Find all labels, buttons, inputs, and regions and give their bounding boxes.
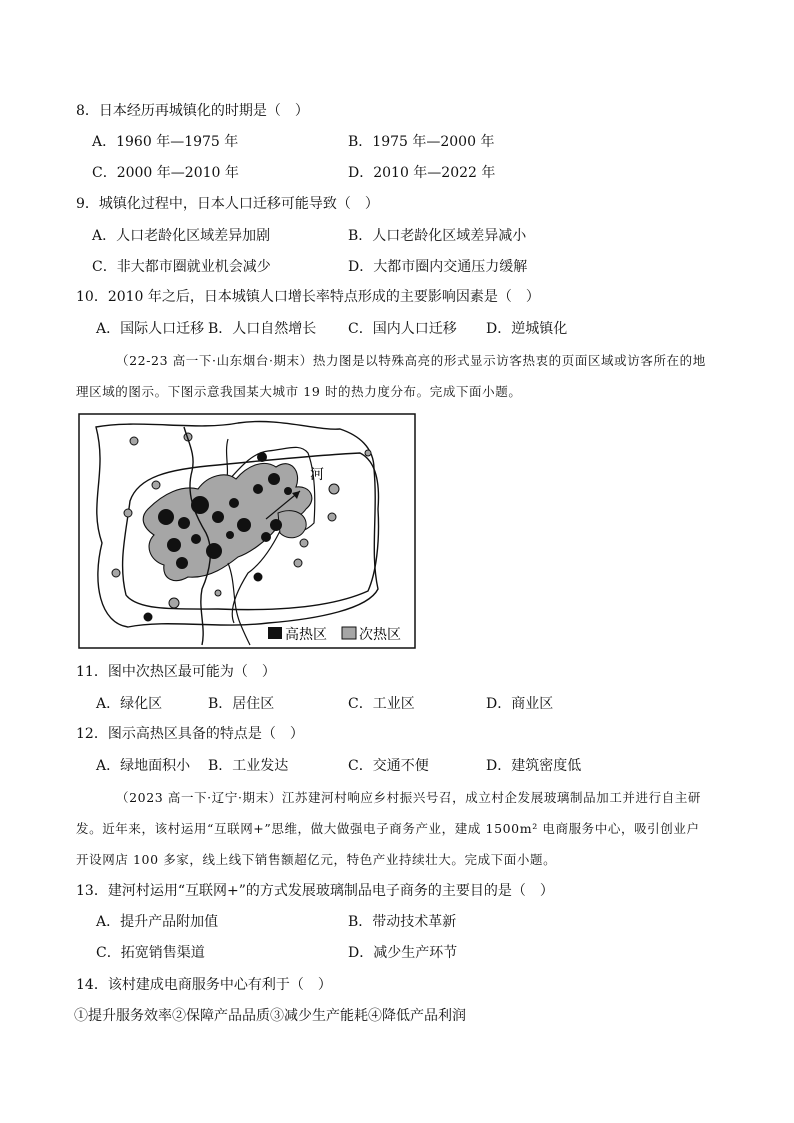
q14-items: ①提升服务效率②保障产品品质③减少生产能耗④降低产品利润 xyxy=(74,1008,466,1024)
question-8-stem: 8．日本经历再城镇化的时期是（ ） xyxy=(76,103,309,119)
q13-option-c: C．拓宽销售渠道 xyxy=(96,945,205,961)
passage-2-line-1: （2023 高一下·辽宁·期末）江苏建河村响应乡村振兴号召，成立村企发展玻璃制品加工并进行自主研 xyxy=(116,790,702,805)
passage-1-line-1: （22-23 高一下·山东烟台·期末）热力图是以特殊高亮的形式显示访客热衷的页面区域或访客所在的地 xyxy=(116,353,706,368)
q11-option-c: C．工业区 xyxy=(348,696,415,712)
heat-map-figure xyxy=(78,413,416,649)
legend-sub-swatch xyxy=(342,627,356,639)
q12-option-c: C．交通不便 xyxy=(348,758,429,774)
legend-sub-label: 次热区 xyxy=(359,627,401,643)
question-10-stem: 10．2010 年之后，日本城镇人口增长率特点形成的主要影响因素是（ ） xyxy=(76,289,540,305)
passage-1-line-2: 理区域的图示。下图示意我国某大城市 19 时的热力度分布。完成下面小题。 xyxy=(76,384,522,399)
q11-option-d: D．商业区 xyxy=(486,696,554,712)
q13-option-a: A．提升产品附加值 xyxy=(96,914,219,930)
passage-2-line-3: 开设网店 100 多家，线上线下销售额超亿元，特色产业持续壮大。完成下面小题。 xyxy=(76,852,557,867)
q10-option-c: C．国内人口迁移 xyxy=(348,321,457,337)
q13-option-b: B．带动技术革新 xyxy=(348,914,457,930)
q12-option-b: B．工业发达 xyxy=(208,758,289,774)
question-11-stem: 11．图中次热区最可能为（ ） xyxy=(76,664,276,680)
q8-option-a: A．1960 年—1975 年 xyxy=(92,134,239,150)
q9-option-c: C．非大都市圈就业机会减少 xyxy=(92,259,271,275)
q12-option-a: A．绿地面积小 xyxy=(96,758,191,774)
q11-option-a: A．绿化区 xyxy=(96,696,163,712)
q8-option-c: C．2000 年—2010 年 xyxy=(92,165,239,181)
q12-option-d: D．建筑密度低 xyxy=(486,758,582,774)
q13-option-d: D．减少生产环节 xyxy=(348,945,458,961)
question-14-stem: 14．该村建成电商服务中心有利于（ ） xyxy=(76,977,332,993)
river-label: 河 xyxy=(310,467,324,483)
question-12-stem: 12．图示高热区具备的特点是（ ） xyxy=(76,726,304,742)
q8-option-d: D．2010 年—2022 年 xyxy=(348,165,496,181)
question-13-stem: 13．建河村运用“互联网+”的方式发展玻璃制品电子商务的主要目的是（ ） xyxy=(76,883,554,899)
q8-option-b: B．1975 年—2000 年 xyxy=(348,134,495,150)
q10-option-b: B．人口自然增长 xyxy=(208,321,317,337)
q10-option-a: A．国际人口迁移 xyxy=(96,321,205,337)
q9-option-a: A．人口老龄化区域差异加剧 xyxy=(92,228,271,244)
legend-high-swatch xyxy=(268,627,282,639)
legend-high-label: 高热区 xyxy=(285,627,327,643)
q9-option-b: B．人口老龄化区域差异减小 xyxy=(348,228,527,244)
q11-option-b: B．居住区 xyxy=(208,696,275,712)
question-9-stem: 9．城镇化过程中，日本人口迁移可能导致（ ） xyxy=(76,196,379,212)
q10-option-d: D．逆城镇化 xyxy=(486,321,568,337)
q9-option-d: D．大都市圈内交通压力缓解 xyxy=(348,259,528,275)
passage-2-line-2: 发。近年来，该村运用“互联网+”思维，做大做强电子商务产业，建成 1500m² 电商服务中心，吸引创业户 xyxy=(76,821,700,836)
